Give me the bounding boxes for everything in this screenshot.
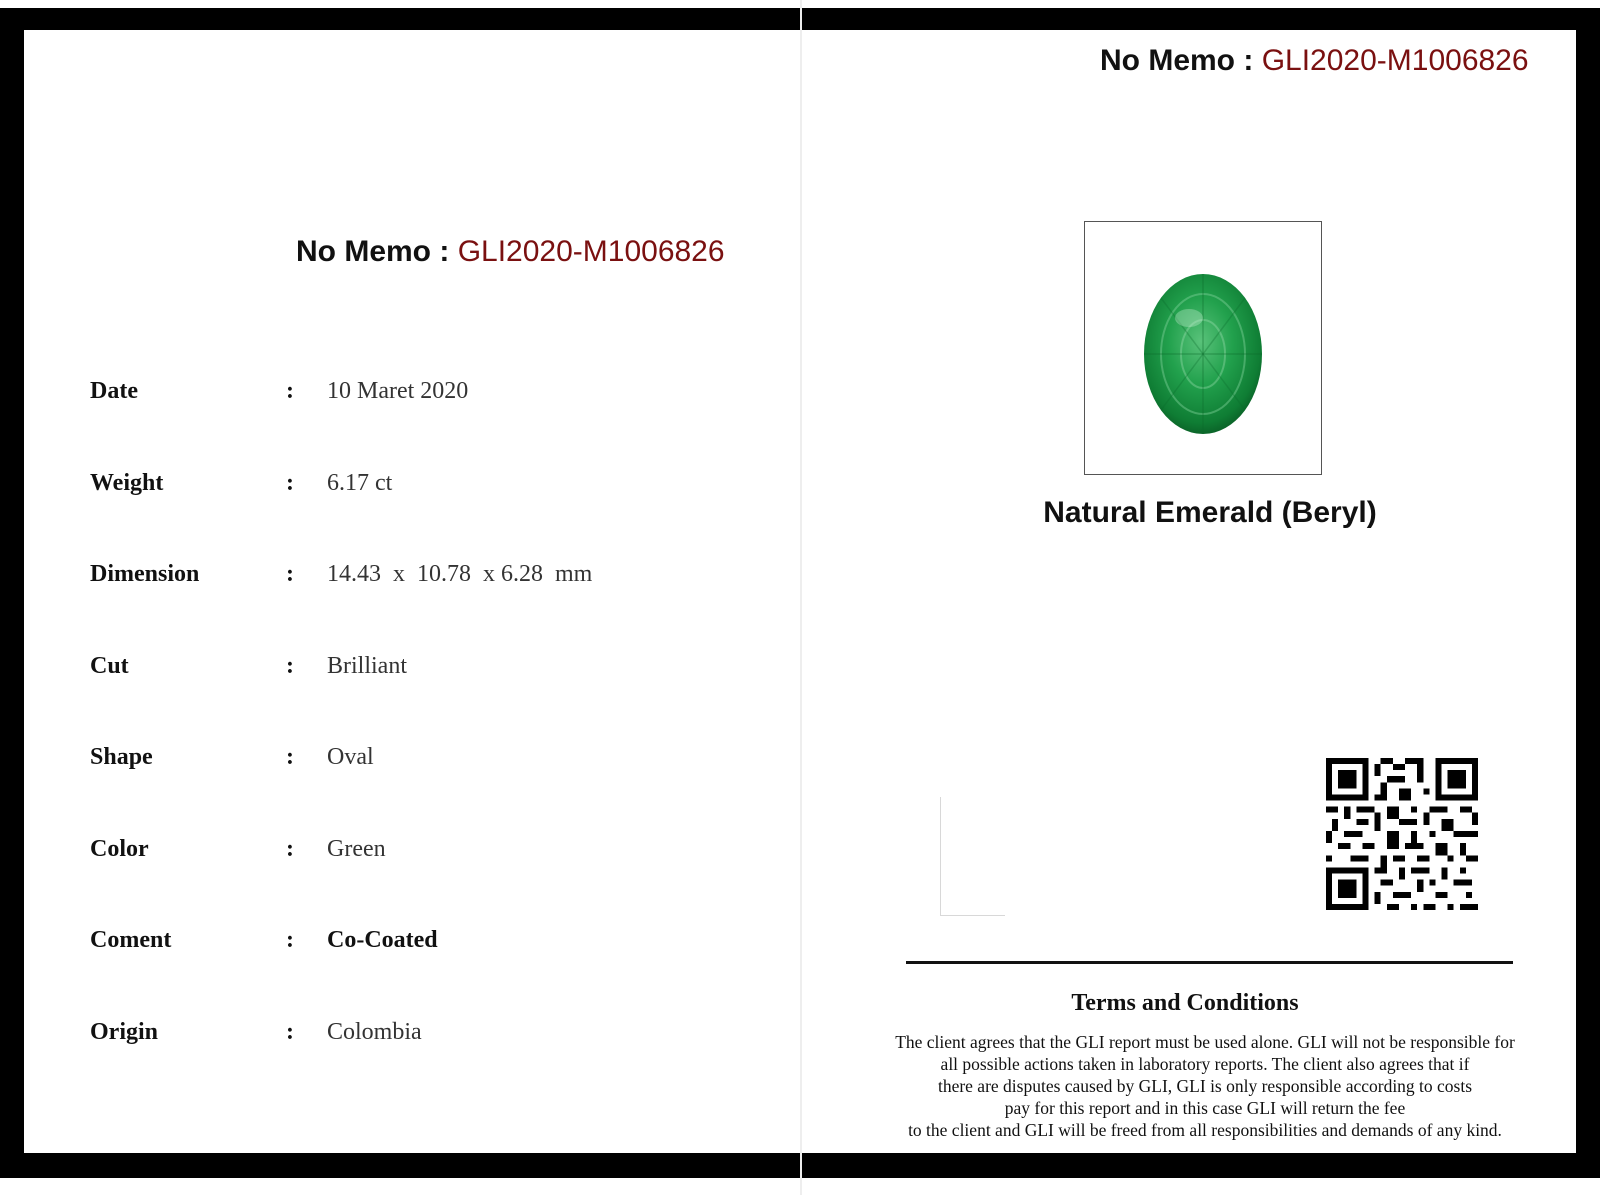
signature-area-mark	[940, 915, 1005, 916]
field-value: Co-Coated	[327, 927, 438, 953]
memo-heading-left	[296, 235, 725, 269]
field-value: Oval	[327, 744, 374, 770]
signature-area-mark	[940, 797, 941, 915]
field-row-weight	[90, 470, 790, 510]
memo-separator: :	[1243, 44, 1254, 77]
memo-heading-right	[1100, 44, 1529, 78]
field-value: 6.17 ct	[327, 470, 393, 496]
field-colon: :	[286, 1019, 294, 1045]
field-label: Dimension	[90, 561, 200, 587]
field-label: Origin	[90, 1019, 159, 1045]
field-row-comment	[90, 927, 790, 967]
field-row-dimension	[90, 561, 790, 601]
field-colon: :	[286, 561, 294, 587]
field-row-shape	[90, 744, 790, 784]
terms-divider	[906, 961, 1513, 964]
field-label: Color	[90, 836, 149, 862]
field-row-origin	[90, 1019, 790, 1059]
field-value: Colombia	[327, 1019, 422, 1045]
terms-line: to the client and GLI will be freed from all responsibilities and demands of any kind.	[908, 1120, 1502, 1140]
emerald-gem-photo	[1085, 222, 1321, 474]
gem-identification-title: Natural Emerald (Beryl)	[1043, 496, 1377, 529]
field-label: Weight	[90, 470, 164, 496]
terms-line: pay for this report and in this case GLI will return the fee	[1004, 1098, 1406, 1118]
field-value: 10 Maret 2020	[327, 378, 469, 404]
terms-title: Terms and Conditions	[1071, 990, 1299, 1016]
field-row-cut	[90, 653, 790, 693]
field-colon: :	[286, 836, 294, 862]
terms-body	[855, 1031, 1555, 1141]
field-value: 14.43 x 10.78 x 6.28 mm	[327, 561, 593, 587]
memo-label: No Memo	[296, 235, 431, 268]
field-label: Cut	[90, 653, 129, 679]
field-label: Coment	[90, 927, 172, 953]
field-value: Brilliant	[327, 653, 407, 679]
terms-line: The client agrees that the GLI report must be used alone. GLI will not be responsible for	[895, 1032, 1515, 1052]
field-row-date	[90, 378, 790, 418]
field-colon: :	[286, 378, 294, 404]
memo-number: GLI2020-M1006826	[457, 235, 725, 268]
memo-label: No Memo	[1100, 44, 1235, 77]
field-label: Shape	[90, 744, 153, 770]
memo-separator: :	[439, 235, 450, 268]
field-colon: :	[286, 927, 294, 953]
field-colon: :	[286, 470, 294, 496]
terms-line: all possible actions taken in laboratory reports. The client also agrees that if	[940, 1054, 1470, 1074]
gem-photo-frame	[1084, 221, 1322, 475]
memo-number: GLI2020-M1006826	[1261, 44, 1529, 77]
field-value: Green	[327, 836, 386, 862]
field-colon: :	[286, 653, 294, 679]
field-colon: :	[286, 744, 294, 770]
qr-code-icon	[1326, 753, 1478, 915]
field-label: Date	[90, 378, 138, 404]
field-row-color	[90, 836, 790, 876]
page-fold-divider	[800, 0, 802, 1195]
terms-line: there are disputes caused by GLI, GLI is only responsible according to costs	[937, 1076, 1473, 1096]
